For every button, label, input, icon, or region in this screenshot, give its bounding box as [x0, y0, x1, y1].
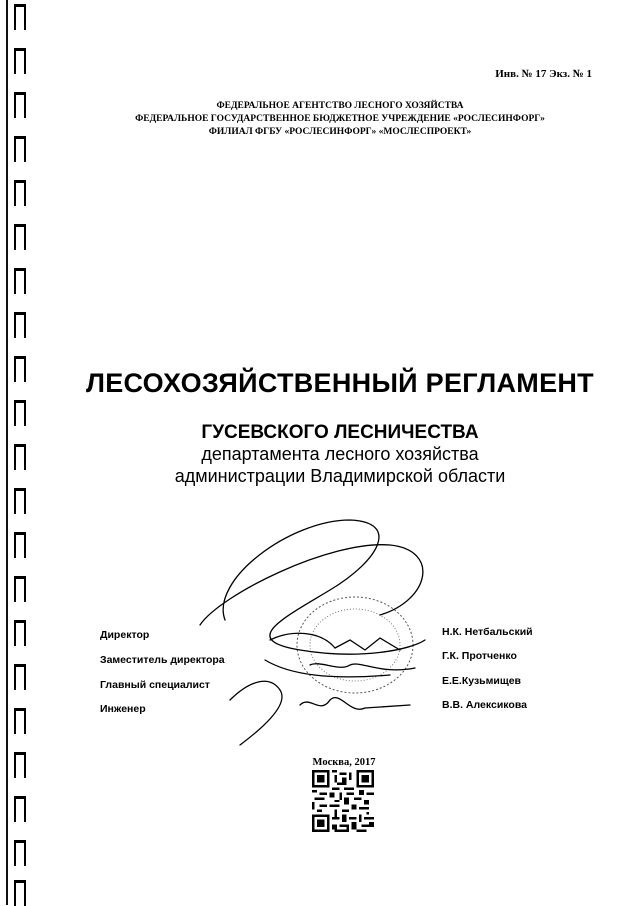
inventory-number: Инв. № 17 Экз. № 1	[495, 68, 592, 80]
place-and-year: Москва, 2017	[312, 757, 376, 768]
binding-staple	[14, 532, 26, 558]
signatory-name: Г.К. Протченко	[442, 650, 517, 662]
binding-staple	[14, 752, 26, 778]
binding-staple	[14, 840, 26, 866]
document-subtitle: ГУСЕВСКОГО ЛЕСНИЧЕСТВА	[201, 422, 479, 443]
binding-staple	[14, 576, 26, 602]
signature-stroke	[265, 660, 390, 677]
binding-staple	[14, 708, 26, 734]
agency-line: ФИЛИАЛ ФГБУ «РОСЛЕСИНФОРГ» «МОСЛЕСПРОЕКТ»	[208, 127, 472, 137]
binding-staple	[14, 136, 26, 162]
document-title: ЛЕСОХОЗЯЙСТВЕННЫЙ РЕГЛАМЕНТ	[86, 368, 594, 398]
signature-stroke	[300, 698, 410, 710]
qr-code	[312, 770, 374, 832]
binding-staple	[14, 400, 26, 426]
binding-staple	[14, 180, 26, 206]
binding-staple	[14, 664, 26, 690]
binding-staple	[14, 444, 26, 470]
binding-staple	[14, 48, 26, 74]
binding-staple	[14, 92, 26, 118]
spiral-binding	[0, 0, 40, 905]
binding-staple	[14, 356, 26, 382]
signature-and-seal	[150, 500, 480, 760]
binding-staple	[14, 620, 26, 646]
signatory-role: Инженер	[100, 703, 146, 715]
binding-staple	[14, 224, 26, 250]
seal-inner-ring	[310, 609, 400, 681]
binding-staple	[14, 4, 26, 30]
signatory-name: Н.К. Нетбальский	[442, 626, 533, 638]
signature-stroke	[200, 545, 423, 625]
agency-header	[60, 100, 620, 139]
signatory-role: Главный специалист	[100, 679, 210, 691]
signatory-name: В.В. Алексикова	[442, 699, 527, 711]
binding-staple	[14, 268, 26, 294]
signatory-name: Е.Е.Кузьмищев	[442, 675, 522, 687]
department-line: департамента лесного хозяйства	[201, 444, 479, 464]
seal-stamp	[297, 597, 413, 693]
signature-stroke	[230, 681, 282, 745]
administration-line: администрации Владимирской области	[174, 466, 506, 486]
agency-line: ФЕДЕРАЛЬНОЕ АГЕНТСТВО ЛЕСНОГО ХОЗЯЙСТВА	[216, 101, 464, 111]
binding-staple	[14, 880, 26, 906]
agency-line: ФЕДЕРАЛЬНОЕ ГОСУДАРСТВЕННОЕ БЮДЖЕТНОЕ УЧРЕЖДЕНИЕ «РОСЛЕСИНФОРГ»	[135, 114, 545, 124]
binding-staple	[14, 796, 26, 822]
signatory-role: Заместитель директора	[100, 654, 225, 666]
binding-edge-line	[6, 0, 8, 905]
binding-staple	[14, 312, 26, 338]
signatory-role: Директор	[100, 629, 150, 641]
signature-stroke	[310, 664, 415, 670]
binding-staple	[14, 488, 26, 514]
signature-stroke	[223, 520, 425, 654]
